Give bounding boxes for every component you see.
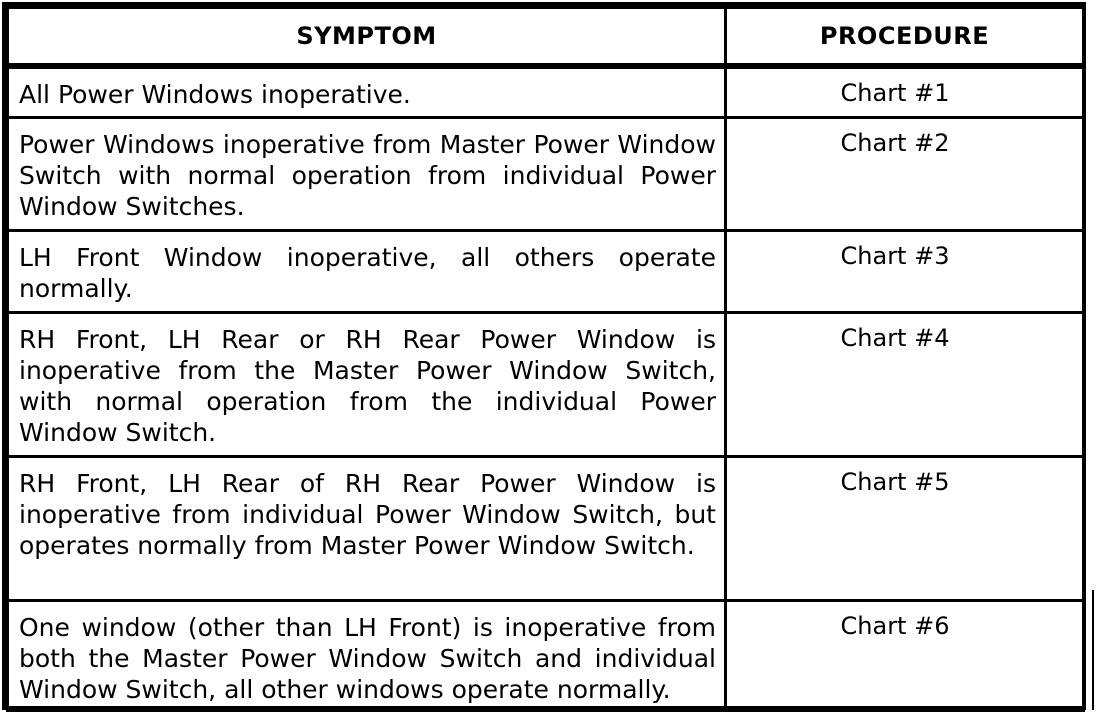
table-row — [8, 66, 1084, 118]
diagnosis-table — [6, 6, 1085, 712]
symptom-header: SYMPTOM — [8, 8, 726, 66]
procedure-cell: Chart #4 — [726, 313, 1084, 457]
procedure-cell: Chart #2 — [726, 118, 1084, 231]
procedure-cell: Chart #3 — [726, 231, 1084, 313]
symptom-cell: RH Front, LH Rear of RH Rear Power Window is inoperative from individual Power Window Switch, but operates normally from Master Power Window Switch. — [8, 457, 726, 601]
symptom-procedure-table — [2, 2, 1086, 710]
symptom-cell: LH Front Window inoperative, all others operate normally. — [8, 231, 726, 313]
table-row — [8, 118, 1084, 231]
symptom-cell: RH Front, LH Rear or RH Rear Power Window is inoperative from the Master Power Window Switch, with normal operation from the individual Power Window Switch. — [8, 313, 726, 457]
table-row — [8, 601, 1084, 711]
symptom-cell: All Power Windows inoperative. — [8, 66, 726, 118]
table-row — [8, 313, 1084, 457]
symptom-cell: Power Windows inoperative from Master Power Window Switch with normal operation from individual Power Window Switches. — [8, 118, 726, 231]
symptom-cell: One window (other than LH Front) is inoperative from both the Master Power Window Switch and individual Window Switch, all other windows operate normally. — [8, 601, 726, 711]
procedure-cell: Chart #1 — [726, 66, 1084, 118]
procedure-cell: Chart #5 — [726, 457, 1084, 601]
procedure-header: PROCEDURE — [726, 8, 1084, 66]
table-row — [8, 231, 1084, 313]
table-row — [8, 457, 1084, 601]
procedure-cell: Chart #6 — [726, 601, 1084, 711]
header-row — [8, 8, 1084, 66]
scan-edge-line — [1092, 590, 1094, 710]
